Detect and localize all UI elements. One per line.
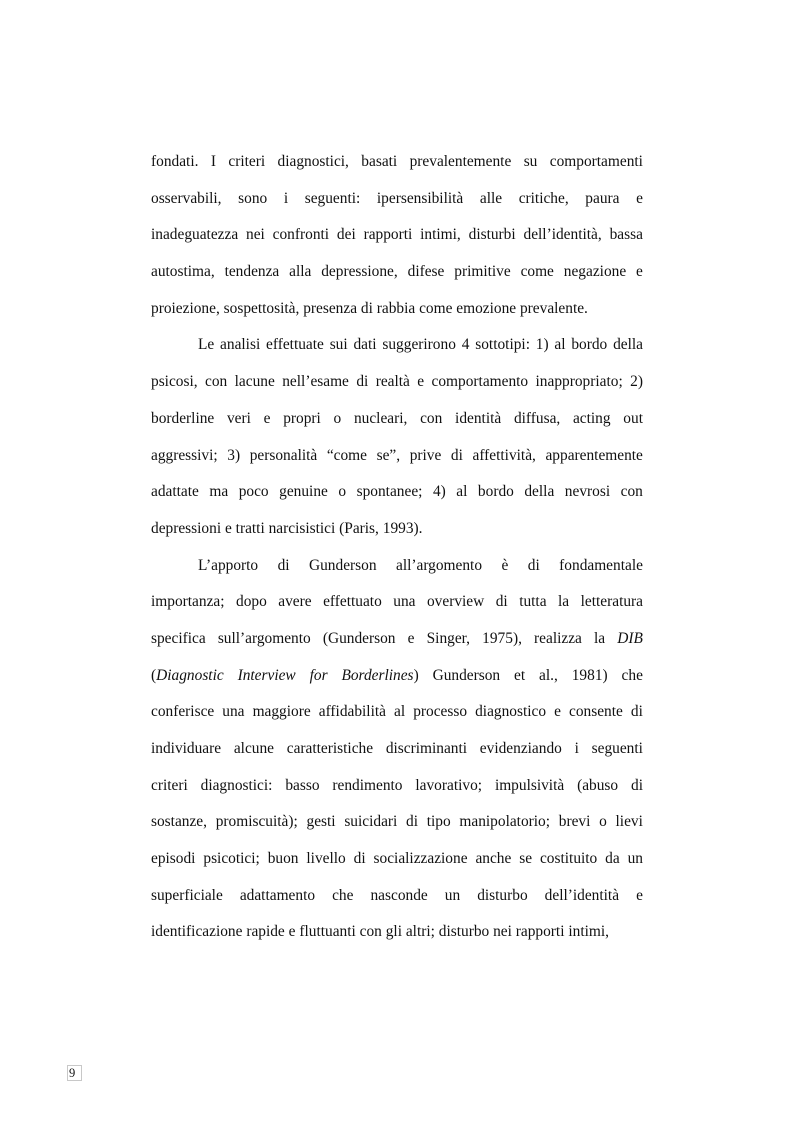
text-line: episodi psicotici; buon livello di socializzazione anche se costituito da un: [151, 850, 643, 868]
text-line: autostima, tendenza alla depressione, difese primitive come negazione e: [151, 263, 643, 281]
text-line: importanza; dopo avere effettuato una overview di tutta la letteratura: [151, 593, 643, 611]
text-line: borderline veri e propri o nucleari, con identità diffusa, acting out: [151, 409, 643, 427]
text-line: proiezione, sospettosità, presenza di rabbia come emozione prevalente.: [151, 299, 588, 317]
text-line: Le analisi effettuate sui dati suggerirono 4 sottotipi: 1) al bordo della: [198, 336, 643, 354]
text-line: (Diagnostic Interview for Borderlines) Gunderson et al., 1981) che: [151, 666, 643, 684]
text-line: sostanze, promiscuità); gesti suicidari di tipo manipolatorio; brevi o lievi: [151, 813, 643, 831]
text-line: psicosi, con lacune nell’esame di realtà e comportamento inappropriato; 2): [151, 373, 643, 391]
text-line: specifica sull’argomento (Gunderson e Singer, 1975), realizza la DIB: [151, 629, 643, 647]
page-number: 9: [67, 1065, 82, 1081]
text-line: conferisce una maggiore affidabilità al processo diagnostico e consente di: [151, 703, 643, 721]
body-text: [151, 144, 643, 951]
text-line: L’apporto di Gunderson all’argomento è di fondamentale: [198, 556, 643, 574]
text-line: adattate ma poco genuine o spontanee; 4) al bordo della nevrosi con: [151, 483, 643, 501]
text-line: fondati. I criteri diagnostici, basati prevalentemente su comportamenti: [151, 153, 643, 170]
text-line: inadeguatezza nei confronti dei rapporti intimi, disturbi dell’identità, bassa: [151, 226, 643, 244]
text-line: aggressivi; 3) personalità “come se”, prive di affettività, apparentemente: [151, 446, 643, 464]
text-line: superficiale adattamento che nasconde un disturbo dell’identità e: [151, 886, 643, 904]
text-line: osservabili, sono i seguenti: ipersensibilità alle critiche, paura e: [151, 189, 643, 207]
text-line: criteri diagnostici: basso rendimento lavorativo; impulsività (abuso di: [151, 776, 643, 794]
text-line: individuare alcune caratteristiche discriminanti evidenziando i seguenti: [151, 740, 643, 757]
text-line: identificazione rapide e fluttuanti con gli altri; disturbo nei rapporti intimi,: [151, 923, 609, 941]
text-line: depressioni e tratti narcisistici (Paris, 1993).: [151, 519, 423, 537]
